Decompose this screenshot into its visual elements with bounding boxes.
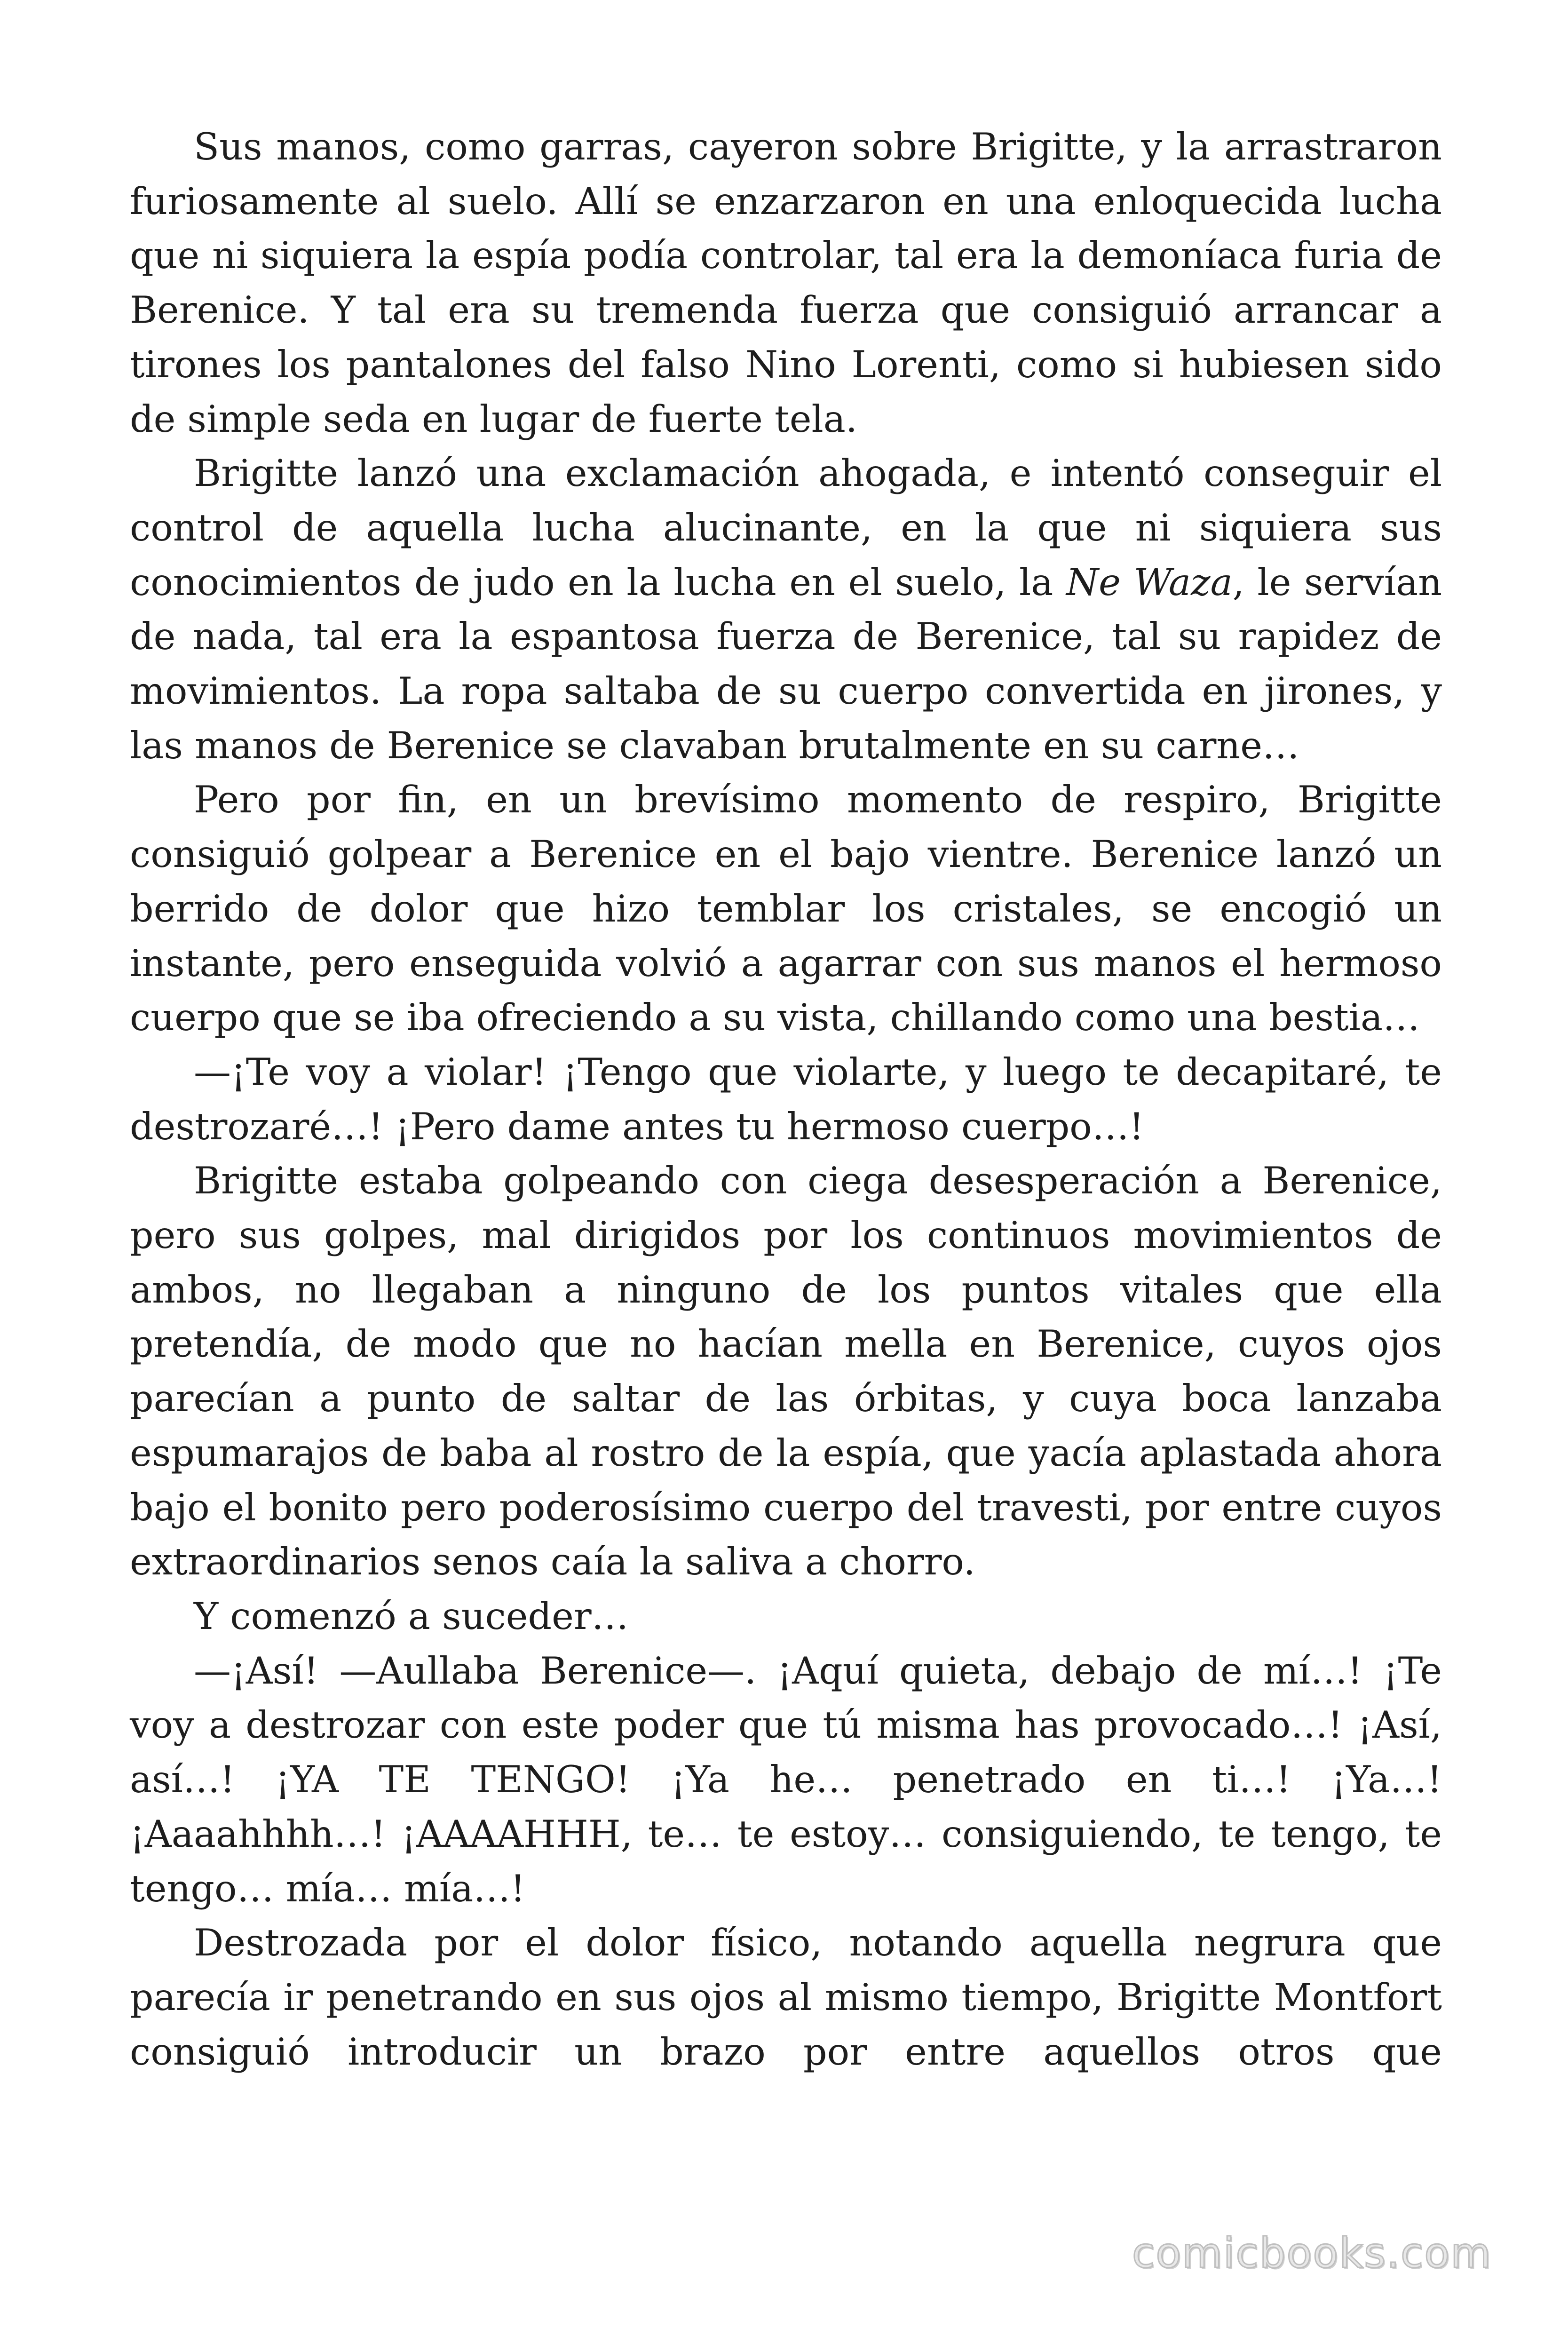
paragraph-text: Pero por fin, en un brevísimo momento de respiro, Brigitte consiguió golpear a Berenice en el bajo vientre. Berenice lanzó un berrido de dolor que hizo temblar los cristales, se encogió un instante, pero enseguida volvió a agarrar con sus manos el hermoso cuerpo que se iba ofreciendo a su vista, chillando como una bestia…: [130, 778, 1442, 1040]
paragraph: [130, 1154, 1442, 1589]
watermark: comicbooks.com: [1132, 2229, 1492, 2277]
paragraph: [130, 1916, 1442, 2079]
paragraph-text: —¡Te voy a violar! ¡Tengo que violarte, y luego te decapitaré, te destrozaré…! ¡Pero dame antes tu hermoso cuerpo…!: [130, 1050, 1442, 1148]
paragraph: [130, 773, 1442, 1045]
paragraph: [130, 446, 1442, 773]
page-text-body: [130, 120, 1442, 2079]
paragraph: [130, 1589, 1442, 1644]
paragraph: [130, 120, 1442, 446]
paragraph-text: , le servían de nada, tal era la espantosa fuerza de Berenice, tal su rapidez de movimientos. La ropa saltaba de su cuerpo convertida en jirones, y las manos de Berenice se clavaban brutalmente en su carne…: [130, 560, 1442, 767]
paragraph-text: Y comenzó a suceder…: [194, 1594, 629, 1638]
paragraph-text: Destrozada por el dolor físico, notando aquella negrura que parecía ir penetrando en sus ojos al mismo tiempo, Brigitte Montfort consiguió introducir un brazo por entre aquellos otros que: [130, 1921, 1442, 2074]
italic-term: Ne Waza: [1066, 560, 1233, 604]
paragraph-text: Brigitte lanzó una exclamación ahogada, e intentó conseguir el control de aquella lucha alucinante, en la que ni siquiera sus conocimientos de judo en la lucha en el suelo, la: [130, 452, 1442, 604]
paragraph-text: —¡Así! —Aullaba Berenice—. ¡Aquí quieta, debajo de mí…! ¡Te voy a destrozar con este poder que tú misma has provocado…! ¡Así, así…! ¡YA TE TENGO! ¡Ya he… penetrado en ti…! ¡Ya…! ¡Aaaahhhh…! ¡AAAAHHH, te… te estoy… consiguiendo, te tengo, te tengo… mía… mía…!: [130, 1649, 1442, 1910]
paragraph: [130, 1045, 1442, 1154]
paragraph-text: Brigitte estaba golpeando con ciega desesperación a Berenice, pero sus golpes, mal dirigidos por los continuos movimientos de ambos, no llegaban a ninguno de los puntos vitales que ella pretendía, de modo que no hacían mella en Berenice, cuyos ojos parecían a punto de saltar de las órbitas, y cuya boca lanzaba espumarajos de baba al rostro de la espía, que yacía aplastada ahora bajo el bonito pero poderosísimo cuerpo del travesti, por entre cuyos extraordinarios senos caía la saliva a chorro.: [130, 1159, 1442, 1584]
paragraph: [130, 1644, 1442, 1916]
paragraph-text: Sus manos, como garras, cayeron sobre Brigitte, y la arrastraron furiosamente al suelo. Allí se enzarzaron en una enloquecida lucha que ni siquiera la espía podía controlar, tal era la demoníaca furia de Berenice. Y tal era su tremenda fuerza que consiguió arrancar a tirones los pantalones del falso Nino Lorenti, como si hubiesen sido de simple seda en lugar de fuerte tela.: [130, 125, 1442, 441]
